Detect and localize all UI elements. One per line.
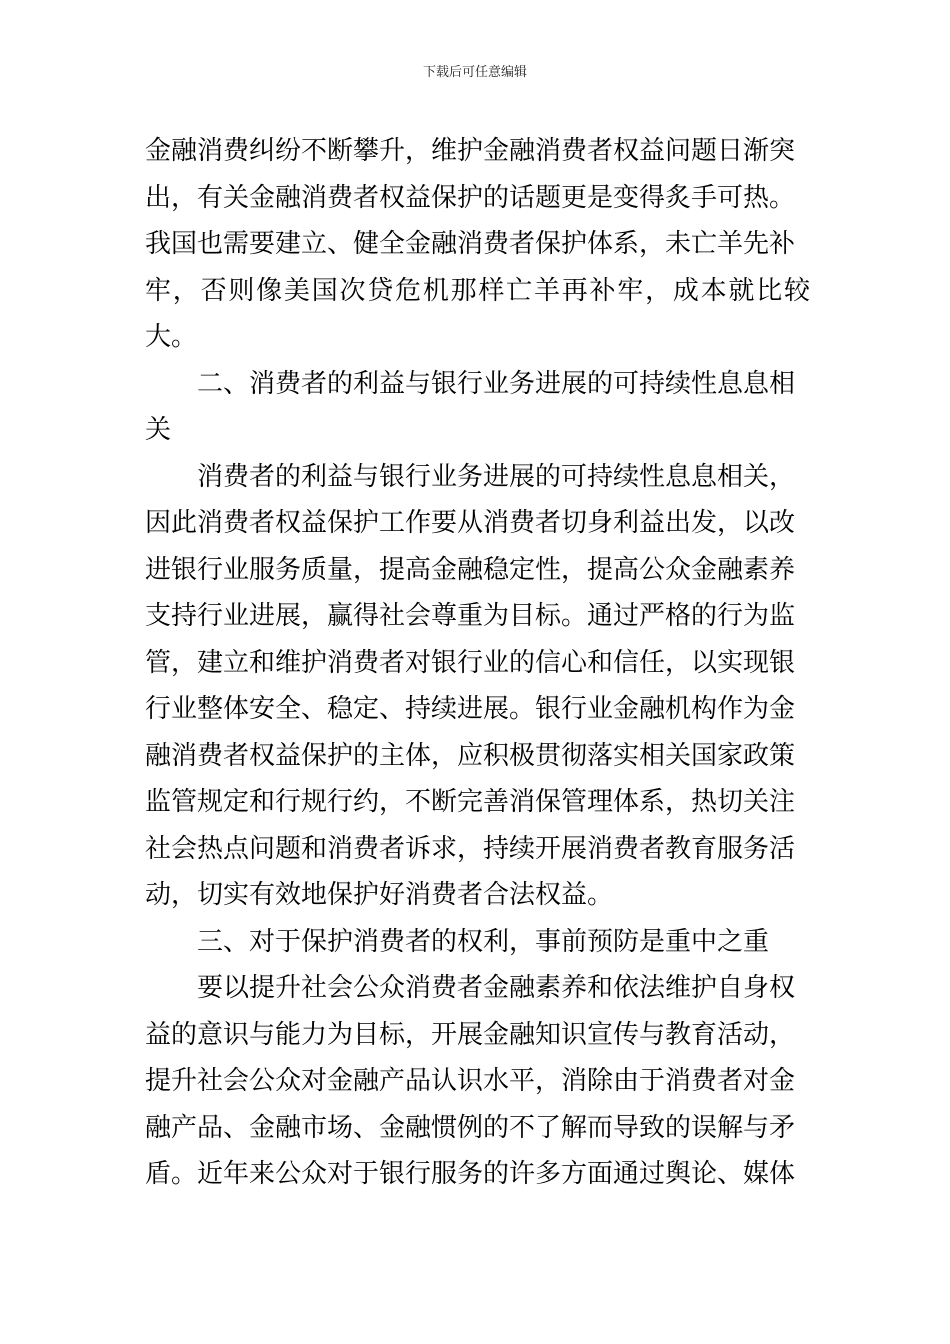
text-line: 管，建立和维护消费者对银行业的信心和信任，以实现银 xyxy=(145,647,796,678)
text-line: 进银行业服务质量，提高金融稳定性，提高公众金融素养 xyxy=(145,554,796,585)
text-line: 盾。近年来公众对于银行服务的许多方面通过舆论、媒体 xyxy=(145,1159,796,1189)
text-line: 社会热点问题和消费者诉求，持续开展消费者教育服务活 xyxy=(145,833,796,864)
text-line: 融消费者权益保护的主体，应积极贯彻落实相关国家政策 xyxy=(145,740,796,771)
paragraph-1 xyxy=(145,128,810,361)
section-heading-3 xyxy=(145,919,810,966)
document-body xyxy=(145,128,810,1198)
text-line: 因此消费者权益保护工作要从消费者切身利益出发，以改 xyxy=(145,508,796,538)
text-line: 三、对于保护消费者的权利，事前预防是重中之重 xyxy=(197,926,770,957)
text-line: 动，切实有效地保护好消费者合法权益。 xyxy=(145,880,614,910)
text-line: 关 xyxy=(145,415,172,445)
text-line: 金融消费纠纷不断攀升，维护金融消费者权益问题日渐突 xyxy=(145,136,796,166)
text-line: 二、消费者的利益与银行业务进展的可持续性息息相 xyxy=(197,368,796,399)
text-line: 支持行业进展，赢得社会尊重为目标。通过严格的行为监 xyxy=(145,601,796,631)
text-line: 要以提升社会公众消费者金融素养和依法维护自身权 xyxy=(197,973,796,1003)
text-line: 融产品、金融市场、金融惯例的不了解而导致的误解与矛 xyxy=(145,1112,796,1143)
text-line: 出，有关金融消费者权益保护的话题更是变得炙手可热。 xyxy=(145,182,796,213)
paragraph-3 xyxy=(145,454,810,919)
text-line: 我国也需要建立、健全金融消费者保护体系，未亡羊先补 xyxy=(145,229,796,259)
text-line: 行业整体安全、稳定、持续进展。银行业金融机构作为金 xyxy=(145,694,796,724)
text-line: 提升社会公众对金融产品认识水平，消除由于消费者对金 xyxy=(145,1066,796,1096)
text-line: 监管规定和行规行约，不断完善消保管理体系，热切关注 xyxy=(145,787,796,817)
text-line: 牢，否则像美国次贷危机那样亡羊再补牢，成本就比较大。 xyxy=(145,275,810,352)
text-line: 消费者的利益与银行业务进展的可持续性息息相关， xyxy=(197,461,796,492)
page-header: 下载后可任意编辑 xyxy=(422,65,527,80)
paragraph-5 xyxy=(145,965,810,1198)
text-line: 益的意识与能力为目标，开展金融知识宣传与教育活动， xyxy=(145,1019,796,1050)
section-heading-2 xyxy=(145,361,810,454)
